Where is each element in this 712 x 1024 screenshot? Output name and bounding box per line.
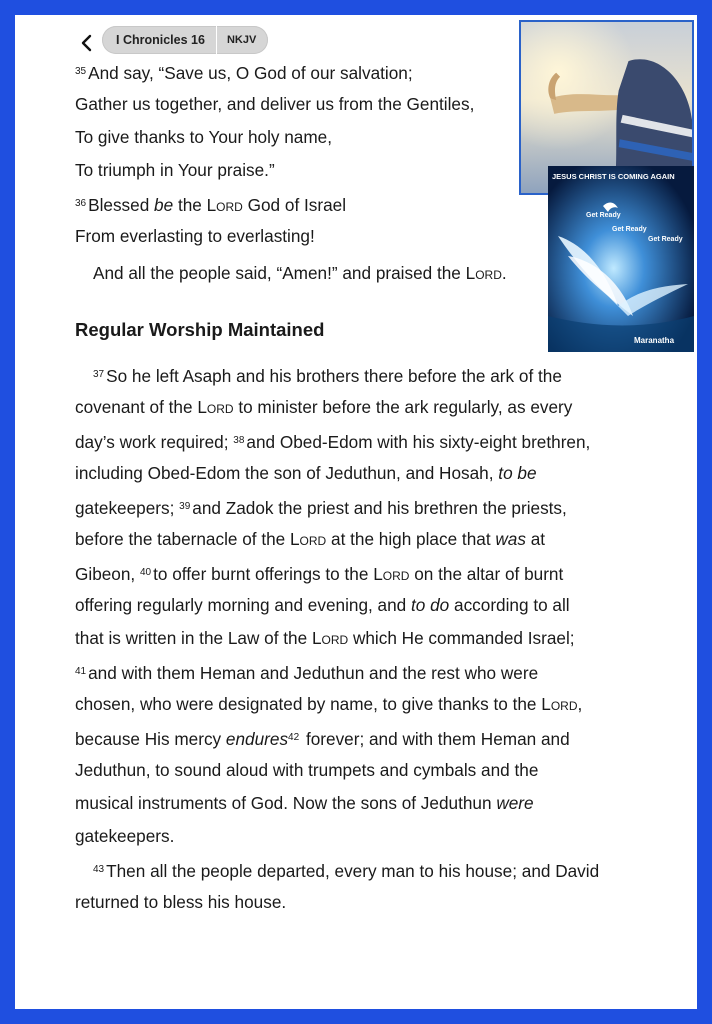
verse-text: Blessed xyxy=(88,195,155,215)
reader-page xyxy=(15,15,697,1009)
verse-text: So he left Asaph and his brothers there before the ark of the xyxy=(106,366,562,386)
poster-get-ready-2: Get Ready xyxy=(612,226,647,233)
verse-text: To triumph in Your praise.” xyxy=(75,160,275,180)
verse-text: including Obed-Edom the son of Jeduthun, and Hosah, xyxy=(75,463,499,483)
lord-text: Lord xyxy=(206,195,243,215)
verse-number: 43 xyxy=(93,864,105,875)
verse-text: musical instruments of God. Now the sons of Jeduthun xyxy=(75,793,497,813)
prose-block xyxy=(75,358,655,919)
prose-line xyxy=(75,424,655,457)
version-button[interactable]: NKJV xyxy=(226,34,257,46)
italic-text: endures xyxy=(225,729,289,749)
italic-text: to be xyxy=(498,463,537,483)
verse-number: 42 xyxy=(288,732,300,743)
prose-line xyxy=(75,655,655,688)
verse-text: And say, “Save us, O God of our salvation; xyxy=(88,63,413,83)
verse-number: 38 xyxy=(233,435,245,446)
lord-text: Lord xyxy=(373,564,410,584)
verse-number: 39 xyxy=(179,501,191,512)
verse-number: 35 xyxy=(75,66,87,77)
italic-text: be xyxy=(154,195,174,215)
verse-text: gatekeepers. xyxy=(75,826,175,846)
section-heading: Regular Worship Maintained xyxy=(75,319,325,340)
coming-again-poster xyxy=(548,166,694,352)
poster-footer: Maranatha xyxy=(634,336,675,345)
prose-line xyxy=(75,556,655,589)
verse-number: 41 xyxy=(75,666,87,677)
verse-text: to minister before the ark regularly, as every xyxy=(233,397,573,417)
poster-get-ready-3: Get Ready xyxy=(648,236,683,243)
verse-text: and with them Heman and Jeduthun and the rest who were xyxy=(88,663,539,683)
poster-get-ready-1: Get Ready xyxy=(586,212,621,219)
lord-text: Lord xyxy=(541,694,578,714)
verse-text: covenant of the xyxy=(75,397,198,417)
back-button[interactable] xyxy=(73,29,101,57)
prose-line xyxy=(75,457,655,490)
verse-text: Then all the people departed, every man to his house; and David xyxy=(106,861,600,881)
verse-text: . xyxy=(501,263,507,283)
verse-number: 37 xyxy=(93,369,105,380)
verse-text: and with them Heman and xyxy=(369,729,570,749)
verse-text: at xyxy=(525,529,546,549)
verse-number: 36 xyxy=(75,198,87,209)
poster-title: JESUS CHRIST IS COMING AGAIN xyxy=(552,172,675,181)
lord-text: Lord xyxy=(197,397,234,417)
verse-text: offering regularly morning and evening, and xyxy=(75,595,412,615)
verse-number: 40 xyxy=(139,567,152,578)
verse-text: the xyxy=(173,195,207,215)
prose-line xyxy=(75,688,655,721)
prose-line xyxy=(75,754,655,787)
verse-text: Jeduthun, to sound aloud with trumpets and cymbals and the xyxy=(75,760,539,780)
verse-text: And all the people said, “Amen!” and praised the xyxy=(93,263,466,283)
verse-text: To give thanks to Your holy name, xyxy=(75,127,333,147)
prose-line xyxy=(75,523,655,556)
verse-text: that is written in the Law of the xyxy=(75,628,312,648)
prose-line xyxy=(75,622,655,655)
prose-line xyxy=(75,391,655,424)
book-version-selector xyxy=(102,26,268,54)
lord-text: Lord xyxy=(290,529,327,549)
prose-line xyxy=(75,820,655,853)
lord-text: Lord xyxy=(465,263,502,283)
verse-text: because His mercy xyxy=(75,729,226,749)
prose-line xyxy=(75,787,655,820)
verse-text: From everlasting to everlasting! xyxy=(75,226,315,246)
verse-text: day’s work required; xyxy=(75,432,234,452)
verse-text: on the altar of burnt xyxy=(409,564,564,584)
verse-text: returned to bless his house. xyxy=(75,892,287,912)
italic-text: were xyxy=(496,793,534,813)
prose-line xyxy=(75,589,655,622)
verse-text: and Obed-Edom with his sixty-eight brethren, xyxy=(246,432,591,452)
verse-text: chosen, who were designated by name, to give thanks to the xyxy=(75,694,542,714)
verse-text: Gibeon, xyxy=(75,564,140,584)
verse-text: forever; xyxy=(301,729,369,749)
italic-text: to do xyxy=(411,595,450,615)
verse-text: at the high place that xyxy=(326,529,496,549)
prose-line xyxy=(75,490,655,523)
italic-text: was xyxy=(495,529,526,549)
lord-text: Lord xyxy=(311,628,349,648)
verse-text: , xyxy=(577,694,583,714)
prose-line xyxy=(75,853,655,886)
prose-line xyxy=(75,721,655,754)
verse-text: before the tabernacle of the xyxy=(75,529,290,549)
chevron-left-icon xyxy=(80,34,94,52)
verse-text: gatekeepers; xyxy=(75,498,180,518)
verse-text: and Zadok the priest and his brethren the priests, xyxy=(192,498,567,518)
book-chapter-button[interactable]: I Chronicles 16 xyxy=(102,26,217,54)
verse-text: according to all xyxy=(449,595,570,615)
verse-text: God of Israel xyxy=(242,195,347,215)
prose-line xyxy=(75,886,655,919)
verse-text: Gather us together, and deliver us from the Gentiles, xyxy=(75,94,475,114)
verse-text: which He commanded Israel; xyxy=(348,628,575,648)
verse-text: to offer burnt offerings to the xyxy=(153,564,374,584)
prose-line xyxy=(75,358,655,391)
